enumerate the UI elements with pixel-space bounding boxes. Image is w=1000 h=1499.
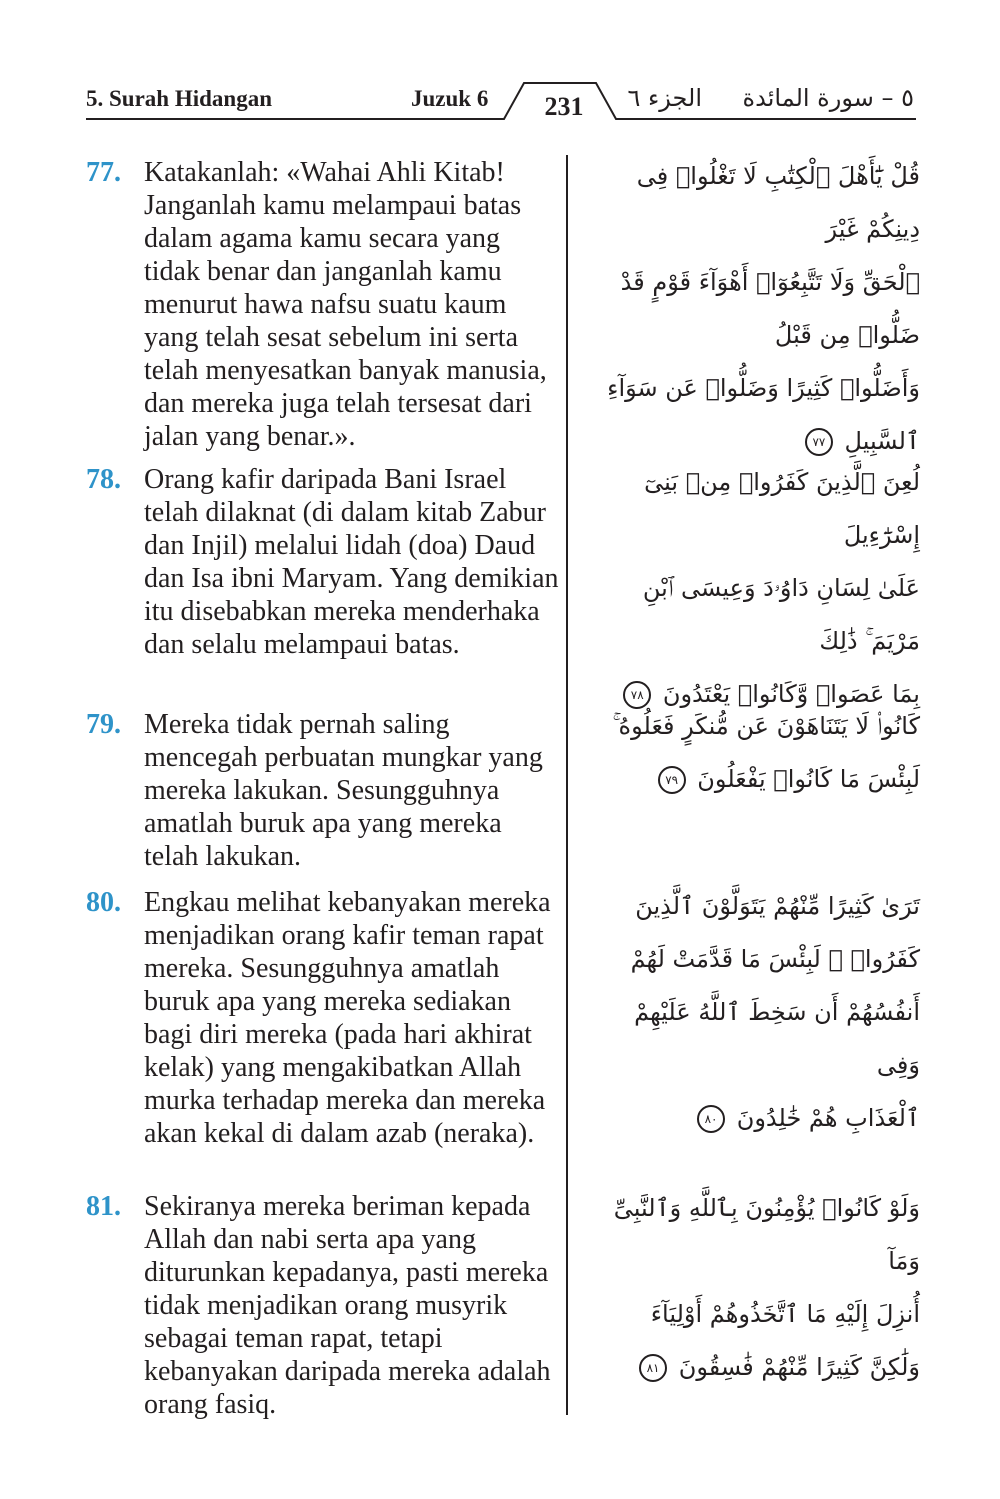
surah-title: 5. Surah Hidangan <box>86 86 272 111</box>
arabic-surah-title: ٥ – سورة المائدة <box>742 84 914 112</box>
ayah-end-marker: ٧٨ <box>623 681 651 709</box>
arabic-line: عَلَىٰ لِسَانِ دَاوُۥدَ وَعِيسَى ٱبْنِ مَرْيَمَ ۚ ذَٰلِكَ <box>642 574 920 655</box>
verse-79-arabic <box>590 700 920 806</box>
verse-number: 78. <box>86 464 121 495</box>
ayah-end-marker: ٧٩ <box>658 766 686 794</box>
arabic-line: وَلَوْ كَانُوا۟ يُؤْمِنُونَ بِٱللَّهِ وَٱلنَّبِىِّ وَمَآ <box>613 1194 920 1275</box>
arabic-line-text: وَأَضَلُّوا۟ كَثِيرًا وَضَلُّوا۟ عَن سَوَآءِ ٱلسَّبِيلِ <box>607 374 920 455</box>
verse-translation: Engkau melihat kebanyakan mereka menjadikan orang kafir teman rapat mereka. Sesungguhnya amatlah buruk apa yang mereka sediakan bagi diri mereka (pada hari akhirat kelak) yang mengakibatkan Allah murka terhadap mereka dan mereka akan kekal di dalam azab (neraka). <box>144 887 551 1149</box>
ayah-end-marker: ٨٠ <box>697 1105 725 1133</box>
verse-78-arabic <box>590 456 920 721</box>
verse-translation: Mereka tidak pernah saling mencegah perbuatan mungkar yang mereka lakukan. Sesungguhnya amatlah buruk apa yang mereka telah lakukan. <box>144 709 543 872</box>
arabic-line <box>590 1341 920 1394</box>
verse-number: 81. <box>86 1191 121 1222</box>
arabic-line: أَنفُسُهُمْ أَن سَخِطَ ٱللَّهُ عَلَيْهِمْ وَفِى <box>634 998 920 1079</box>
column-divider <box>566 155 568 1415</box>
arabic-line: كَانُوا۟ لَا يَتَنَاهَوْنَ عَن مُّنكَرٍ فَعَلُوهُ ۚ <box>612 712 920 740</box>
verse-translation: Sekiranya mereka beriman kepada Allah dan nabi serta apa yang diturunkan kepadanya, pasti mereka tidak menjadikan orang musyrik sebagai teman rapat, tetapi kebanyakan daripada mereka adalah orang fasiq. <box>144 1191 551 1420</box>
ayah-end-marker: ٨١ <box>639 1354 667 1382</box>
verse-number: 79. <box>86 709 121 740</box>
arabic-line: لُعِنَ ٱلَّذِينَ كَفَرُوا۟ مِنۢ بَنِىٓ إِسْرَٰٓءِيلَ <box>644 468 920 549</box>
verse-number: 77. <box>86 157 121 188</box>
arabic-line: قُلْ يَٰٓأَهْلَ ٱلْكِتَٰبِ لَا تَغْلُوا۟ فِى دِينِكُمْ غَيْرَ <box>636 162 920 243</box>
verse-translation: Katakanlah: «Wahai Ahli Kitab! Janganlah kamu melampaui batas dalam agama kamu secara yang tidak benar dan janganlah kamu menurut hawa nafsu suatu kaum yang telah sesat sebelum ini serta telah menyesatkan banyak manusia, dan mereka juga telah tersesat dari jalan yang benar.». <box>144 157 547 452</box>
verse-number: 80. <box>86 887 121 918</box>
verse-81-arabic <box>590 1182 920 1394</box>
arabic-line: تَرَىٰ كَثِيرًا مِّنْهُمْ يَتَوَلَّوْنَ ٱلَّذِينَ <box>635 892 920 920</box>
arabic-line: أُنزِلَ إِلَيْهِ مَا ٱتَّخَذُوهُمْ أَوْلِيَآءَ <box>650 1300 920 1328</box>
juzuk-label: Juzuk 6 <box>411 86 489 111</box>
page-number: 231 <box>544 92 584 121</box>
arabic-line <box>590 753 920 806</box>
arabic-line <box>590 1092 920 1145</box>
arabic-line-text: بِمَا عَصَوا۟ وَّكَانُوا۟ يَعْتَدُونَ <box>662 680 920 708</box>
verse-translation: Orang kafir daripada Bani Israel telah dilaknat (di dalam kitab Zabur dan Injil) melalui lidah (doa) Daud dan Isa ibni Maryam. Yang demikian itu disebabkan mereka menderhaka dan selalu melampaui batas. <box>144 464 559 660</box>
arabic-juz-label: الجزء ٦ <box>627 84 702 112</box>
verse-80-arabic <box>590 880 920 1145</box>
arabic-line-text: ٱلْعَذَابِ هُمْ خَٰلِدُونَ <box>736 1104 920 1132</box>
arabic-line: كَفَرُوا۟ ۚ لَبِئْسَ مَا قَدَّمَتْ لَهُمْ <box>630 945 920 973</box>
arabic-line-text: لَبِئْسَ مَا كَانُوا۟ يَفْعَلُونَ <box>697 765 920 793</box>
arabic-line: ٱلْحَقِّ وَلَا تَتَّبِعُوٓا۟ أَهْوَآءَ قَوْمٍ قَدْ ضَلُّوا۟ مِن قَبْلُ <box>620 268 920 349</box>
arabic-line <box>590 362 920 468</box>
header-rule <box>86 0 916 140</box>
arabic-line-text: وَلَٰكِنَّ كَثِيرًا مِّنْهُمْ فَٰسِقُونَ <box>678 1353 920 1381</box>
ayah-end-marker: ٧٧ <box>805 428 833 456</box>
verse-77-arabic <box>590 150 920 468</box>
